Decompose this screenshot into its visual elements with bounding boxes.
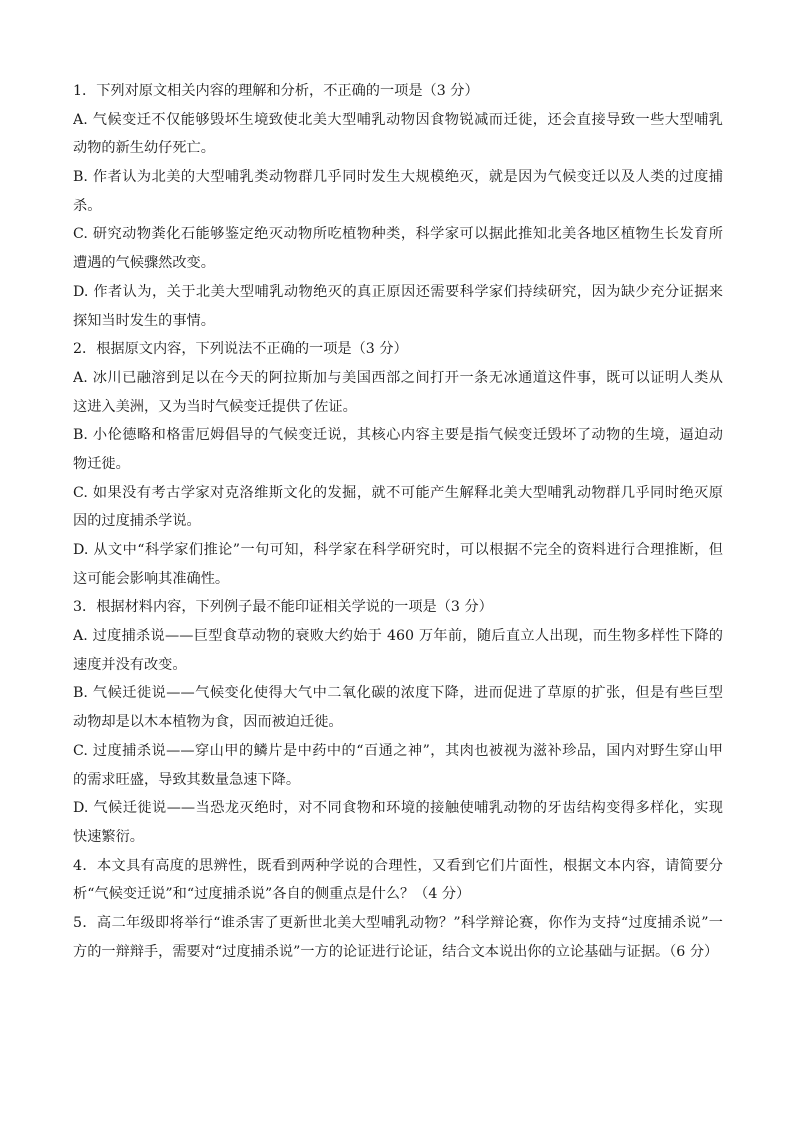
option-line: 快速繁衍。 (73, 828, 144, 845)
option-line: 动物却是以木本植物为食，因而被迫迁徙。 (73, 714, 343, 731)
question-5-stem-line: 5．高二年级即将举行“谁杀害了更新世北美大型哺乳动物？”科学辩论赛，你作为支持“过度捕杀说”一 (73, 914, 723, 931)
exam-page (73, 77, 723, 966)
question-1-option-b (73, 163, 723, 220)
question-4-stem-line: 析“气候变迁说”和“过度捕杀说”各自的侧重点是什么？（4 分） (73, 886, 471, 903)
question-4-stem-line: 4．本文具有高度的思辨性，既看到两种学说的合理性，又看到它们片面性，根据文本内容，请简要分 (73, 857, 723, 874)
option-line: D. 作者认为，关于北美大型哺乳动物绝灭的真正原因还需要科学家们持续研究，因为缺少充分证据来 (73, 283, 723, 300)
option-line: B. 气候迁徙说——气候变化使得大气中二氧化碳的浓度下降，进而促进了草原的扩张，但是有些巨型 (73, 685, 723, 702)
option-line: 这可能会影响其准确性。 (73, 570, 230, 587)
option-line: C. 过度捕杀说——穿山甲的鳞片是中药中的“百通之神”，其肉也被视为滋补珍品，国内对野生穿山甲 (73, 742, 723, 759)
question-2-option-c (73, 479, 723, 536)
option-line: A. 气候变迁不仅能够毁坏生境致使北美大型哺乳动物因食物锐减而迁徙，还会直接导致一些大型哺乳 (73, 111, 723, 128)
question-2-option-d (73, 536, 723, 593)
option-line: D. 从文中“科学家们推论”一句可知，科学家在科学研究时，可以根据不完全的资料进行合理推断，但 (73, 542, 723, 558)
question-2-option-a (73, 364, 723, 421)
option-line: 这进入美洲，又为当时气候变迁提供了佐证。 (73, 398, 357, 415)
option-line: 动物的新生幼仔死亡。 (73, 140, 215, 157)
option-line: C. 研究动物粪化石能够鉴定绝灭动物所吃植物种类，科学家可以据此推知北美各地区植物生长发育所 (73, 226, 723, 243)
question-3-option-a (73, 622, 723, 679)
option-line: B. 作者认为北美的大型哺乳类动物群几乎同时发生大规模绝灭，就是因为气候变迁以及人类的过度捕 (73, 169, 723, 186)
question-1-stem: 1．下列对原文相关内容的理解和分析，不正确的一项是（3 分） (73, 83, 479, 99)
question-4 (73, 852, 723, 909)
option-line: 因的过度捕杀学说。 (73, 513, 201, 530)
question-3-option-c (73, 737, 723, 794)
question-2 (73, 335, 723, 593)
question-1-option-c (73, 220, 723, 277)
question-2-option-b (73, 421, 723, 478)
question-3-option-d (73, 794, 723, 851)
question-5-stem-line: 方的一辩辩手，需要对“过度捕杀说”一方的论证进行论证，结合文本说出你的立论基础与证据。（6 分） (73, 943, 719, 960)
question-5 (73, 909, 723, 966)
question-3-option-b (73, 679, 723, 736)
option-line: 的需求旺盛，导致其数量急速下降。 (73, 771, 301, 788)
option-line: A. 冰川已融溶到足以在今天的阿拉斯加与美国西部之间打开一条无冰通道这件事，既可以证明人类从 (73, 369, 723, 386)
option-line: D. 气候迁徙说——当恐龙灭绝时，对不同食物和环境的接触使哺乳动物的牙齿结构变得多样化，实现 (73, 800, 723, 817)
option-line: C. 如果没有考古学家对克洛维斯文化的发掘，就不可能产生解释北美大型哺乳动物群几乎同时绝灭原 (73, 484, 723, 501)
option-line: A. 过度捕杀说——巨型食草动物的衰败大约始于 460 万年前，随后直立人出现，而生物多样性下降的 (73, 628, 723, 645)
question-1-option-a (73, 106, 723, 163)
option-line: 物迁徙。 (73, 455, 130, 472)
question-2-stem: 2．根据原文内容，下列说法不正确的一项是（3 分） (73, 341, 408, 358)
option-line: 杀。 (73, 197, 102, 214)
option-line: 探知当时发生的事情。 (73, 312, 215, 329)
option-line: B. 小伦德略和格雷厄姆倡导的气候变迁说，其核心内容主要是指气候变迁毁坏了动物的生境，逼迫动 (73, 427, 723, 444)
question-3-stem: 3．根据材料内容，下列例子最不能印证相关学说的一项是（3 分） (73, 599, 493, 616)
question-1-option-d (73, 278, 723, 335)
option-line: 遭遇的气候骤然改变。 (73, 255, 215, 272)
option-line: 速度并没有改变。 (73, 656, 187, 673)
question-3 (73, 593, 723, 851)
question-1 (73, 77, 723, 335)
